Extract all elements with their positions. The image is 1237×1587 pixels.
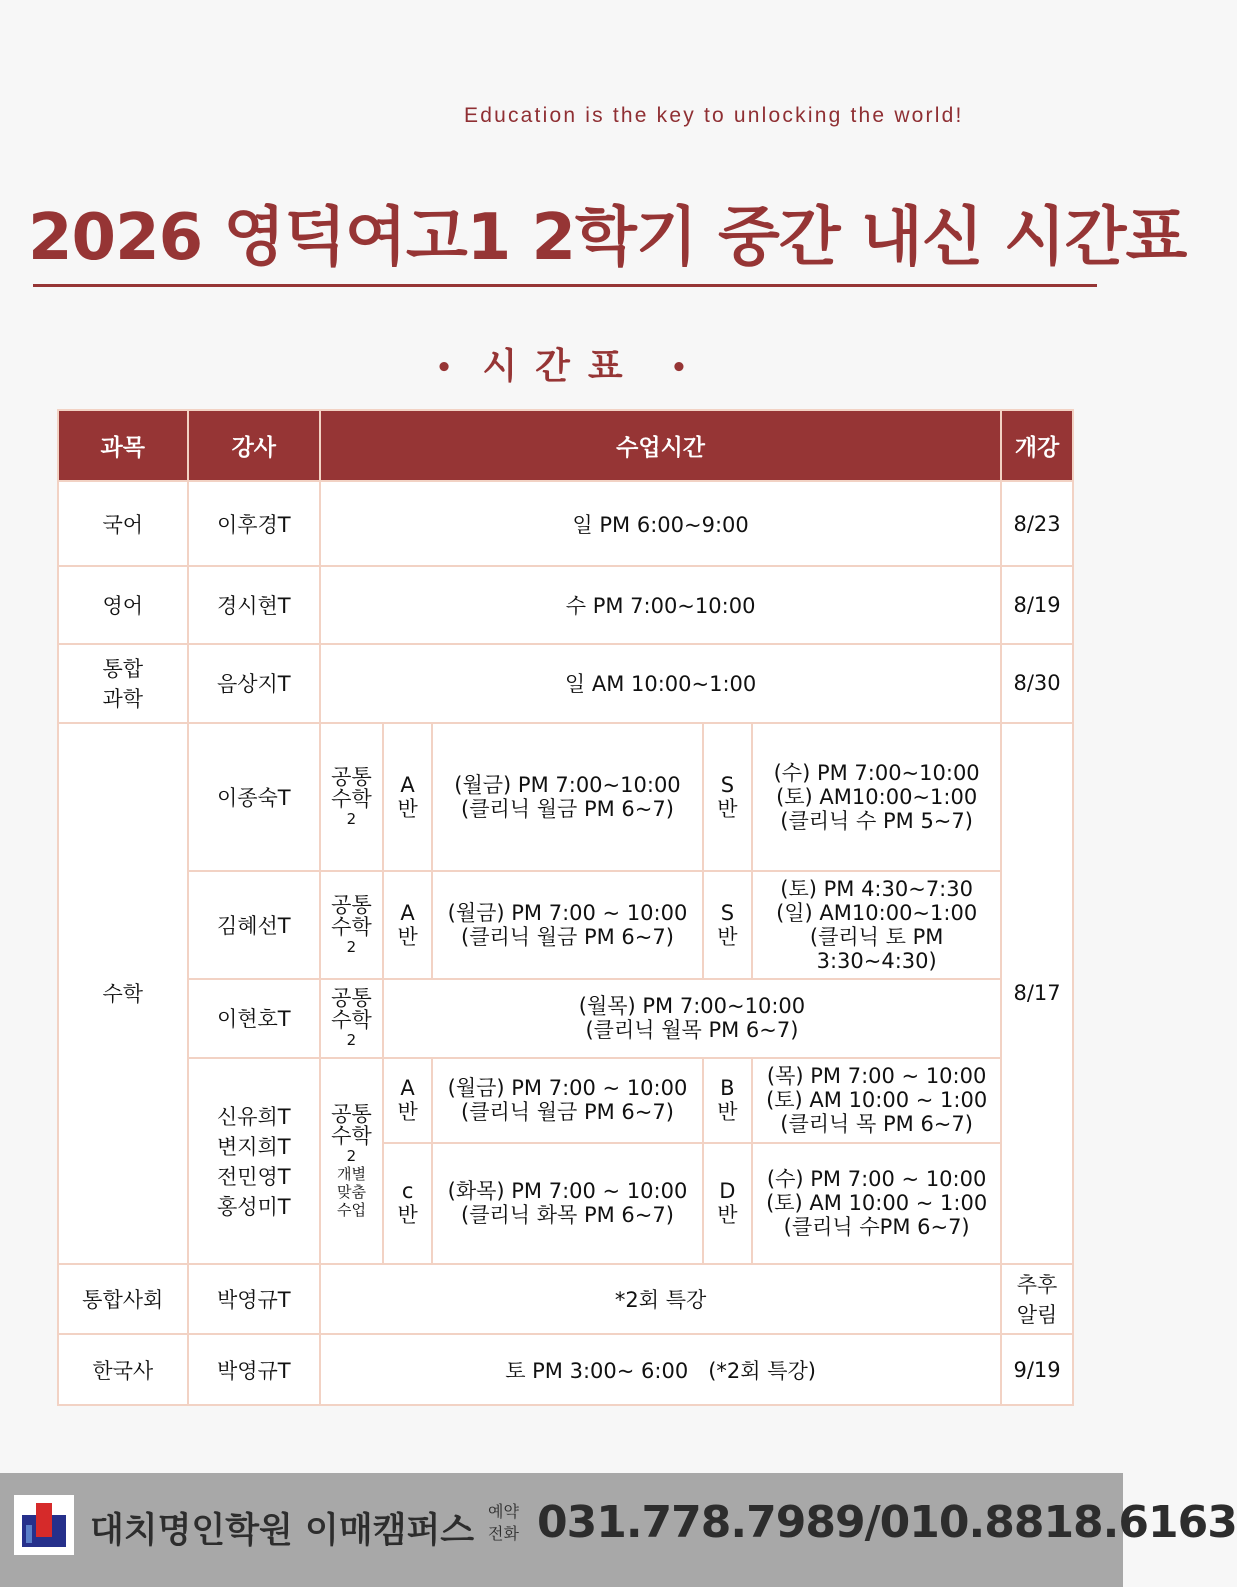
time-line: (클리닉 월목 PM 6~7) bbox=[585, 1018, 799, 1043]
class-cell bbox=[383, 871, 433, 979]
table-row bbox=[58, 871, 1073, 979]
bullet-icon: • bbox=[435, 353, 453, 383]
reservation-label bbox=[488, 1501, 519, 1545]
class-letter: S bbox=[720, 901, 735, 926]
class-suffix: 반 bbox=[397, 1203, 418, 1228]
time-line: (일) AM10:00~1:00 bbox=[776, 901, 978, 926]
time-cell bbox=[432, 1058, 702, 1143]
time-cell: *2회 특강 bbox=[320, 1264, 1001, 1335]
class-suffix: 반 bbox=[397, 925, 418, 950]
class-letter: S bbox=[720, 772, 735, 797]
course-line: 공통 bbox=[331, 764, 372, 789]
table-row bbox=[58, 481, 1073, 567]
table-row bbox=[58, 723, 1073, 871]
time-line: (클리닉 토 PM 3:30~4:30) bbox=[809, 925, 944, 974]
phone-number[interactable]: 031.778.7989/010.8818.6163 bbox=[537, 1497, 1237, 1548]
open-date-cell bbox=[1001, 1264, 1073, 1335]
class-cell bbox=[383, 723, 433, 871]
time-line: (클리닉 목 PM 6~7) bbox=[780, 1112, 973, 1137]
academy-logo-icon bbox=[14, 1495, 74, 1555]
open-date-cell: 8/19 bbox=[1001, 566, 1073, 644]
course-cell bbox=[320, 871, 383, 979]
time-line: (화목) PM 7:00 ~ 10:00 bbox=[447, 1179, 688, 1204]
subject-cell: 국어 bbox=[58, 481, 188, 567]
course-line: 공통 bbox=[331, 1101, 372, 1126]
table-header-row bbox=[58, 410, 1073, 481]
teacher-cell: 경시현T bbox=[188, 566, 321, 644]
open-date-cell: 8/23 bbox=[1001, 481, 1073, 567]
teacher-line: 전민영T bbox=[216, 1164, 291, 1189]
subject-cell: 통합사회 bbox=[58, 1264, 188, 1335]
time-cell bbox=[383, 979, 1001, 1058]
time-line: (토) AM 10:00 ~ 1:00 bbox=[766, 1088, 988, 1113]
time-line: (월목) PM 7:00~10:00 bbox=[578, 994, 806, 1019]
open-line: 알림 bbox=[1016, 1302, 1058, 1327]
class-letter: B bbox=[720, 1076, 735, 1101]
course-line: 공통 bbox=[331, 986, 372, 1011]
subject-cell: 한국사 bbox=[58, 1334, 188, 1405]
course-cell bbox=[320, 1058, 383, 1264]
course-line: 맞춤 bbox=[336, 1182, 366, 1201]
table-row bbox=[58, 1058, 1073, 1143]
time-line: (클리닉 월금 PM 6~7) bbox=[461, 796, 674, 821]
teacher-line: 홍성미T bbox=[216, 1194, 291, 1219]
time-line: (수) PM 7:00 ~ 10:00 bbox=[766, 1167, 987, 1192]
course-line: 2 bbox=[346, 1146, 357, 1165]
course-line: 수학 bbox=[331, 915, 372, 940]
table-row bbox=[58, 979, 1073, 1058]
class-letter: A bbox=[400, 772, 415, 797]
table-row bbox=[58, 1334, 1073, 1405]
teacher-cell: 박영규T bbox=[188, 1264, 321, 1335]
course-line: 2 bbox=[346, 1031, 357, 1050]
class-cell bbox=[383, 1143, 433, 1264]
teacher-cell: 박영규T bbox=[188, 1334, 321, 1405]
teacher-line: 변지희T bbox=[216, 1134, 291, 1159]
bullet-icon: • bbox=[670, 353, 688, 383]
course-line: 수학 bbox=[331, 1008, 372, 1033]
time-line: (토) AM10:00~1:00 bbox=[776, 784, 978, 809]
class-cell bbox=[383, 1058, 433, 1143]
time-cell bbox=[752, 1058, 1001, 1143]
time-cell bbox=[752, 723, 1001, 871]
time-line: (클리닉 화목 PM 6~7) bbox=[461, 1203, 674, 1228]
time-line: (클리닉 월금 PM 6~7) bbox=[461, 1100, 674, 1125]
time-line: (클리닉 월금 PM 6~7) bbox=[461, 925, 674, 950]
time-line: (월금) PM 7:00 ~ 10:00 bbox=[447, 1076, 688, 1101]
subject-cell: 수학 bbox=[58, 723, 188, 1264]
reservation-line: 전화 bbox=[488, 1524, 519, 1543]
course-line: 수업 bbox=[336, 1200, 366, 1219]
header-open: 개강 bbox=[1001, 410, 1073, 481]
table-row bbox=[58, 1264, 1073, 1335]
teacher-cell: 이현호T bbox=[188, 979, 321, 1058]
class-letter: A bbox=[400, 1076, 415, 1101]
class-suffix: 반 bbox=[397, 1100, 418, 1125]
class-letter: c bbox=[401, 1179, 414, 1204]
time-cell: 일 AM 10:00~1:00 bbox=[320, 644, 1001, 723]
class-cell bbox=[703, 1143, 753, 1264]
teacher-line: 신유희T bbox=[216, 1104, 291, 1129]
class-letter: A bbox=[400, 901, 415, 926]
table-row bbox=[58, 644, 1073, 723]
open-line: 추후 bbox=[1016, 1272, 1058, 1297]
course-cell bbox=[320, 723, 383, 871]
schedule-table bbox=[57, 409, 1074, 1406]
teacher-cell: 이종숙T bbox=[188, 723, 321, 871]
reservation-line: 예약 bbox=[488, 1502, 519, 1521]
time-cell: 수 PM 7:00~10:00 bbox=[320, 566, 1001, 644]
time-cell bbox=[432, 871, 702, 979]
course-line: 수학 bbox=[331, 786, 372, 811]
teacher-cell: 음상지T bbox=[188, 644, 321, 723]
table-row bbox=[58, 566, 1073, 644]
header-subject: 과목 bbox=[58, 410, 188, 481]
teacher-cell bbox=[188, 1058, 321, 1264]
subject-line: 통합 bbox=[102, 657, 144, 682]
class-letter: D bbox=[719, 1179, 736, 1204]
course-line: 수학 bbox=[331, 1123, 372, 1148]
time-cell bbox=[432, 723, 702, 871]
time-line: (수) PM 7:00~10:00 bbox=[773, 760, 980, 785]
open-date-cell: 8/17 bbox=[1001, 723, 1073, 1264]
section-heading-text: 시간표 bbox=[482, 346, 641, 387]
course-line: 2 bbox=[346, 938, 357, 957]
time-cell: 일 PM 6:00~9:00 bbox=[320, 481, 1001, 567]
class-cell bbox=[703, 1058, 753, 1143]
course-line: 개별 bbox=[336, 1164, 366, 1183]
time-line: (클리닉 수PM 6~7) bbox=[783, 1215, 970, 1240]
time-cell bbox=[752, 1143, 1001, 1264]
time-line: (월금) PM 7:00~10:00 bbox=[454, 772, 681, 797]
header-time: 수업시간 bbox=[320, 410, 1001, 481]
open-date-cell: 8/30 bbox=[1001, 644, 1073, 723]
class-cell bbox=[703, 723, 753, 871]
class-suffix: 반 bbox=[717, 796, 738, 821]
academy-name: 대치명인학원 이매캠퍼스 bbox=[90, 1511, 475, 1551]
time-line: (월금) PM 7:00 ~ 10:00 bbox=[447, 901, 688, 926]
class-suffix: 반 bbox=[717, 1203, 738, 1228]
class-cell bbox=[703, 871, 753, 979]
time-line: (토) PM 4:30~7:30 bbox=[780, 877, 973, 902]
subject-line: 과학 bbox=[102, 687, 144, 712]
teacher-cell: 김혜선T bbox=[188, 871, 321, 979]
time-line: (목) PM 7:00 ~ 10:00 bbox=[766, 1064, 987, 1089]
header-teacher: 강사 bbox=[188, 410, 321, 481]
time-line: (토) AM 10:00 ~ 1:00 bbox=[766, 1191, 988, 1216]
footer-bar bbox=[0, 1473, 1237, 1587]
tagline: Education is the key to unlocking the world! bbox=[464, 104, 964, 127]
section-heading bbox=[0, 338, 1123, 389]
subject-cell bbox=[58, 644, 188, 723]
title-divider bbox=[33, 284, 1097, 287]
time-cell bbox=[432, 1143, 702, 1264]
page-title: 2026 영덕여고1 2학기 중간 내신 시간표 bbox=[28, 201, 1187, 275]
course-line: 공통 bbox=[331, 893, 372, 918]
teacher-cell: 이후경T bbox=[188, 481, 321, 567]
time-cell: 토 PM 3:00~ 6:00 (*2회 특강) bbox=[320, 1334, 1001, 1405]
subject-cell: 영어 bbox=[58, 566, 188, 644]
class-suffix: 반 bbox=[717, 1100, 738, 1125]
time-cell bbox=[752, 871, 1001, 979]
class-suffix: 반 bbox=[717, 925, 738, 950]
time-line: (클리닉 수 PM 5~7) bbox=[780, 808, 973, 833]
course-cell bbox=[320, 979, 383, 1058]
course-line: 2 bbox=[346, 809, 357, 828]
open-date-cell: 9/19 bbox=[1001, 1334, 1073, 1405]
class-suffix: 반 bbox=[397, 796, 418, 821]
